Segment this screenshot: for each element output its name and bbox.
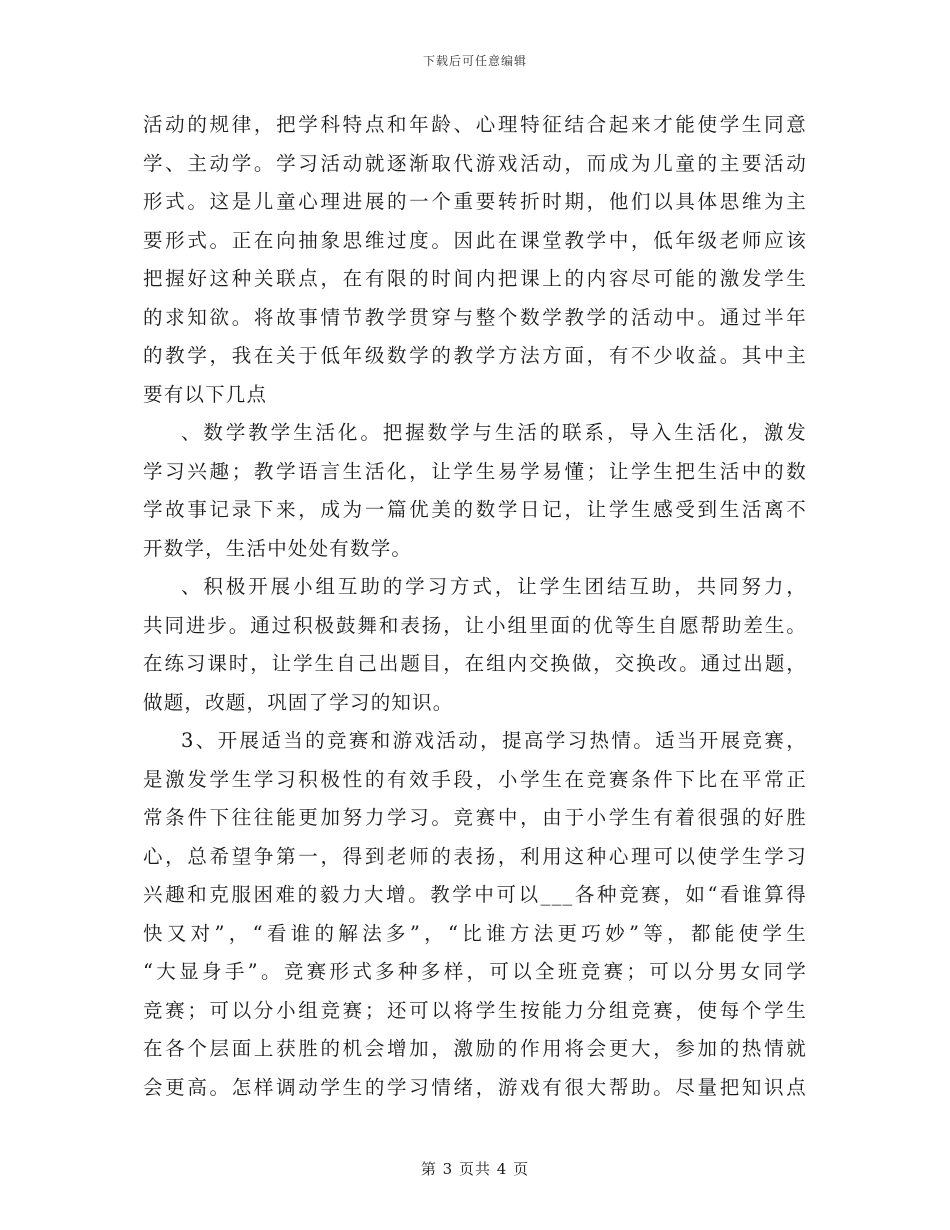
text-line: 快又对”，“看谁的解法多”，“比谁方法更巧妙”等，都能使学生 — [143, 921, 807, 945]
text-line: 做题，改题，巩固了学习的知识。 — [143, 690, 454, 714]
text-line: 、数学教学生活化。把握数学与生活的联系，导入生活化，激发 — [181, 421, 807, 444]
text-line: 学习兴趣；教学语言生活化，让学生易学易懂；让学生把生活中的数 — [143, 459, 807, 483]
text-line: 竞赛；可以分小组竞赛；还可以将学生按能力分组竞赛，使每个学生 — [143, 998, 807, 1022]
text-line: 的求知欲。将故事情节教学贯穿与整个数学教学的活动中。通过半年 — [143, 305, 807, 329]
text-line: 把握好这种关联点，在有限的时间内把课上的内容尽可能的激发学生 — [143, 267, 807, 290]
text-line: “大显身手”。竞赛形式多种多样，可以全班竞赛；可以分男女同学 — [143, 960, 807, 983]
text-line: 学故事记录下来，成为一篇优美的数学日记，让学生感受到生活离不 — [143, 498, 807, 521]
text-line: 共同进步。通过积极鼓舞和表扬，让小组里面的优等生自愿帮助差生。 — [143, 613, 807, 637]
text-line: 开数学，生活中处处有数学。 — [143, 536, 413, 560]
text-line: 要形式。正在向抽象思维过度。因此在课堂教学中，低年级老师应该 — [143, 228, 807, 252]
text-line: 的教学，我在关于低年级数学的教学方法方面，有不少收益。其中主 — [143, 344, 807, 367]
text-line: 是激发学生学习积极性的有效手段，小学生在竞赛条件下比在平常正 — [143, 767, 807, 791]
text-line: 常条件下往往能更加努力学习。竞赛中，由于小学生有着很强的好胜 — [143, 806, 807, 829]
text-line: 在各个层面上获胜的机会增加，激励的作用将会更大，参加的热情就 — [143, 1037, 807, 1060]
text-line: 在练习课时，让学生自己出题目，在组内交换做，交换改。通过出题， — [143, 652, 807, 675]
text-line: 形式。这是儿童心理进展的一个重要转折时期，他们以具体思维为主 — [143, 190, 807, 213]
paragraph — [143, 414, 807, 568]
text-line: 要有以下几点 — [143, 382, 268, 406]
paragraph — [143, 722, 807, 1107]
text-line: 兴趣和克服困难的毅力大增。教学中可以___各种竞赛，如“看谁算得 — [143, 883, 807, 906]
page-number: 第 3 页共 4 页 — [420, 1160, 530, 1178]
text-line: 3、开展适当的竞赛和游戏活动，提高学习热情。适当开展竞赛， — [181, 729, 807, 752]
document-body — [143, 106, 807, 1107]
paragraph — [143, 106, 807, 414]
text-line: 活动的规律，把学科特点和年龄、心理特征结合起来才能使学生同意 — [143, 113, 807, 136]
text-line: 学、主动学。学习活动就逐渐取代游戏活动，而成为儿童的主要活动 — [143, 151, 807, 175]
paragraph — [143, 568, 807, 722]
text-line: 心，总希望争第一，得到老师的表扬，利用这种心理可以使学生学习 — [143, 844, 807, 868]
text-line: 会更高。怎样调动学生的学习情绪，游戏有很大帮助。尽量把知识点 — [143, 1075, 807, 1099]
page-header: 下载后可任意编辑 — [422, 54, 527, 68]
text-line: 、积极开展小组互助的学习方式，让学生团结互助，共同努力， — [181, 575, 807, 598]
